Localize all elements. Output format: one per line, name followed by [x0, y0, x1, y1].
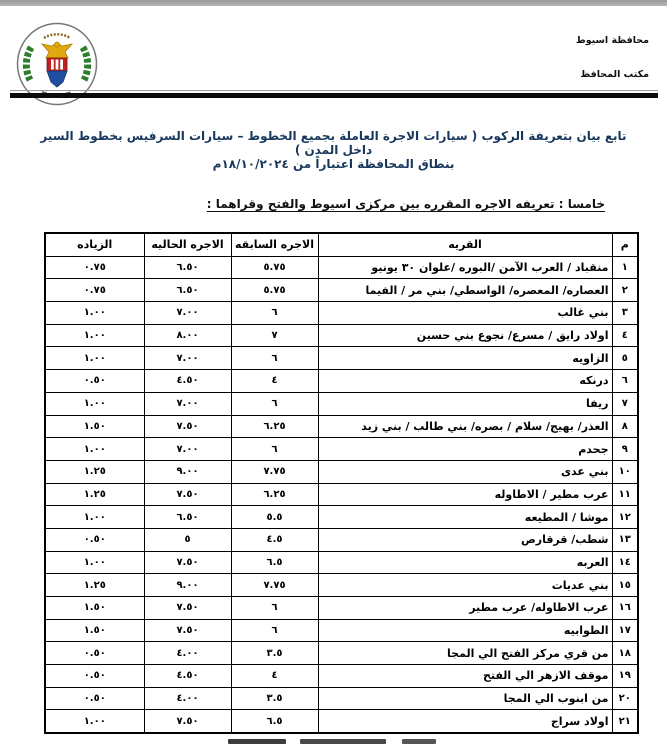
prev-fare-cell: ٦ — [231, 438, 318, 461]
village-cell: موقف الازهر الي الفتح — [318, 665, 612, 688]
village-cell: عرب مطير / الاطاوله — [318, 483, 612, 506]
fare-table — [44, 232, 639, 734]
bottom-cutoff-fragment — [402, 739, 436, 744]
curr-fare-cell: ٤.٠٠ — [144, 687, 231, 710]
letterhead-text — [576, 36, 649, 80]
row-number-cell: ٢ — [612, 279, 638, 302]
table-row — [45, 687, 638, 710]
table-row — [45, 710, 638, 733]
header-curr-fare: الاجره الحاليه — [144, 233, 231, 256]
row-number-cell: ١٥ — [612, 574, 638, 597]
header-village: القريه — [318, 233, 612, 256]
village-cell: موشا / المطيعه — [318, 506, 612, 529]
row-number-cell: ١ — [612, 256, 638, 279]
increase-cell: ١.٠٠ — [45, 710, 144, 733]
prev-fare-cell: ٤.٥ — [231, 528, 318, 551]
increase-cell: ١.٠٠ — [45, 347, 144, 370]
table-row — [45, 665, 638, 688]
increase-cell: ٠.٥٠ — [45, 370, 144, 393]
table-row — [45, 279, 638, 302]
village-cell: عرب الاطاوله/ عرب مطير — [318, 597, 612, 620]
curr-fare-cell: ٧.٥٠ — [144, 619, 231, 642]
curr-fare-cell: ٩.٠٠ — [144, 574, 231, 597]
increase-cell: ٠.٥٠ — [45, 665, 144, 688]
curr-fare-cell: ٩.٠٠ — [144, 460, 231, 483]
prev-fare-cell: ٦ — [231, 619, 318, 642]
curr-fare-cell: ٦.٥٠ — [144, 506, 231, 529]
doc-title-line1: تابع بيان بتعريفة الركوب ( سيارات الاجرة العاملة بجميع الخطوط – سيارات السرفيس بخطوط السير داخل المدن ) — [40, 129, 627, 157]
increase-cell: ١.٢٥ — [45, 574, 144, 597]
row-number-cell: ٤ — [612, 324, 638, 347]
increase-cell: ٠.٥٠ — [45, 642, 144, 665]
village-cell: العربه — [318, 551, 612, 574]
bottom-cutoff-fragment — [228, 739, 286, 744]
prev-fare-cell: ٧.٧٥ — [231, 460, 318, 483]
table-row — [45, 506, 638, 529]
prev-fare-cell: ٧ — [231, 324, 318, 347]
row-number-cell: ٢٠ — [612, 687, 638, 710]
row-number-cell: ٩ — [612, 438, 638, 461]
village-cell: بني غالب — [318, 302, 612, 325]
prev-fare-cell: ٦.٥ — [231, 710, 318, 733]
curr-fare-cell: ٦.٥٠ — [144, 279, 231, 302]
table-row — [45, 256, 638, 279]
office-name: مكتب المحافظ — [580, 69, 649, 80]
curr-fare-cell: ٥ — [144, 528, 231, 551]
row-number-cell: ٢١ — [612, 710, 638, 733]
village-cell: بني عدى — [318, 460, 612, 483]
table-row — [45, 597, 638, 620]
row-number-cell: ١٢ — [612, 506, 638, 529]
fare-table-body — [45, 256, 638, 733]
table-row — [45, 619, 638, 642]
table-row — [45, 642, 638, 665]
increase-cell: ١.٢٥ — [45, 483, 144, 506]
prev-fare-cell: ٦.٥ — [231, 551, 318, 574]
table-row — [45, 347, 638, 370]
curr-fare-cell: ٧.٥٠ — [144, 483, 231, 506]
header-rule-shadow — [10, 90, 658, 91]
row-number-cell: ٦ — [612, 370, 638, 393]
row-number-cell: ١٠ — [612, 460, 638, 483]
curr-fare-cell: ٧.٠٠ — [144, 302, 231, 325]
increase-cell: ١.٥٠ — [45, 619, 144, 642]
row-number-cell: ١٨ — [612, 642, 638, 665]
increase-cell: ٠.٧٥ — [45, 279, 144, 302]
increase-cell: ١.٠٠ — [45, 551, 144, 574]
prev-fare-cell: ٥.٥ — [231, 506, 318, 529]
prev-fare-cell: ٦.٢٥ — [231, 415, 318, 438]
village-cell: ريفا — [318, 392, 612, 415]
row-number-cell: ٨ — [612, 415, 638, 438]
header-prev-fare: الاجره السابقه — [231, 233, 318, 256]
increase-cell: ٠.٧٥ — [45, 256, 144, 279]
prev-fare-cell: ٧.٧٥ — [231, 574, 318, 597]
header-num: م — [612, 233, 638, 256]
increase-cell: ٠.٥٠ — [45, 528, 144, 551]
increase-cell: ١.٠٠ — [45, 438, 144, 461]
increase-cell: ٠.٥٠ — [45, 687, 144, 710]
village-cell: درنكه — [318, 370, 612, 393]
village-cell: بني عديات — [318, 574, 612, 597]
header-row — [45, 233, 638, 256]
row-number-cell: ١٩ — [612, 665, 638, 688]
table-row — [45, 415, 638, 438]
prev-fare-cell: ٦ — [231, 597, 318, 620]
increase-cell: ١.٠٠ — [45, 302, 144, 325]
curr-fare-cell: ٤.٠٠ — [144, 642, 231, 665]
table-row — [45, 438, 638, 461]
prev-fare-cell: ٤ — [231, 370, 318, 393]
increase-cell: ١.٥٠ — [45, 597, 144, 620]
curr-fare-cell: ٨.٠٠ — [144, 324, 231, 347]
row-number-cell: ١٧ — [612, 619, 638, 642]
prev-fare-cell: ٥.٧٥ — [231, 279, 318, 302]
section-heading: خامسا : تعريفه الاجره المقرره بين مركزى اسيوط والفتح وقراهما : — [206, 197, 605, 211]
village-cell: العذر/ بهيج/ سلام / بصره/ بني طالب / بني زيد — [318, 415, 612, 438]
curr-fare-cell: ٤.٥٠ — [144, 665, 231, 688]
village-cell: من قري مركز الفتح الي المجا — [318, 642, 612, 665]
row-number-cell: ٧ — [612, 392, 638, 415]
village-cell: من ابنوب الي المجا — [318, 687, 612, 710]
table-row — [45, 392, 638, 415]
increase-cell: ١.٥٠ — [45, 415, 144, 438]
curr-fare-cell: ٧.٠٠ — [144, 392, 231, 415]
org-name: محافظة اسيوط — [575, 35, 649, 46]
increase-cell: ١.٠٠ — [45, 392, 144, 415]
table-row — [45, 574, 638, 597]
header-rule — [10, 93, 658, 98]
fare-table-header — [45, 233, 638, 256]
curr-fare-cell: ٦.٥٠ — [144, 256, 231, 279]
prev-fare-cell: ٦.٢٥ — [231, 483, 318, 506]
curr-fare-cell: ٧.٥٠ — [144, 710, 231, 733]
table-row — [45, 528, 638, 551]
curr-fare-cell: ٧.٠٠ — [144, 438, 231, 461]
village-cell: اولاد سراج — [318, 710, 612, 733]
scan-top-edge — [0, 0, 667, 6]
row-number-cell: ١٣ — [612, 528, 638, 551]
prev-fare-cell: ٦ — [231, 302, 318, 325]
increase-cell: ١.٠٠ — [45, 324, 144, 347]
table-row — [45, 324, 638, 347]
table-row — [45, 551, 638, 574]
row-number-cell: ١٤ — [612, 551, 638, 574]
table-row — [45, 370, 638, 393]
table-row — [45, 302, 638, 325]
village-cell: العصاره/ المعصره/ الواسطي/ بني مر / الفيما — [318, 279, 612, 302]
village-cell: جحدم — [318, 438, 612, 461]
row-number-cell: ٥ — [612, 347, 638, 370]
bottom-cutoff-fragment — [300, 739, 386, 744]
prev-fare-cell: ٤ — [231, 665, 318, 688]
prev-fare-cell: ٣.٥ — [231, 642, 318, 665]
increase-cell: ١.٢٥ — [45, 460, 144, 483]
curr-fare-cell: ٧.٥٠ — [144, 597, 231, 620]
village-cell: شطب/ قرقارص — [318, 528, 612, 551]
row-number-cell: ١١ — [612, 483, 638, 506]
village-cell: منقباد / العرب الآمن /البوره /علوان ٣٠ يونيو — [318, 256, 612, 279]
row-number-cell: ١٦ — [612, 597, 638, 620]
header-increase: الزياده — [45, 233, 144, 256]
prev-fare-cell: ٥.٧٥ — [231, 256, 318, 279]
village-cell: الزاويه — [318, 347, 612, 370]
prev-fare-cell: ٦ — [231, 392, 318, 415]
curr-fare-cell: ٧.٥٠ — [144, 551, 231, 574]
curr-fare-cell: ٧.٠٠ — [144, 347, 231, 370]
curr-fare-cell: ٧.٥٠ — [144, 415, 231, 438]
curr-fare-cell: ٤.٥٠ — [144, 370, 231, 393]
prev-fare-cell: ٣.٥ — [231, 687, 318, 710]
row-number-cell: ٣ — [612, 302, 638, 325]
doc-title-line2: بنطاق المحافظة اعتباراً من ١٨/١٠/٢٠٢٤م — [212, 157, 455, 171]
increase-cell: ١.٠٠ — [45, 506, 144, 529]
prev-fare-cell: ٦ — [231, 347, 318, 370]
village-cell: اولاد رايق / مسرع/ نجوع بني حسين — [318, 324, 612, 347]
table-row — [45, 483, 638, 506]
table-row — [45, 460, 638, 483]
village-cell: الطوابيه — [318, 619, 612, 642]
